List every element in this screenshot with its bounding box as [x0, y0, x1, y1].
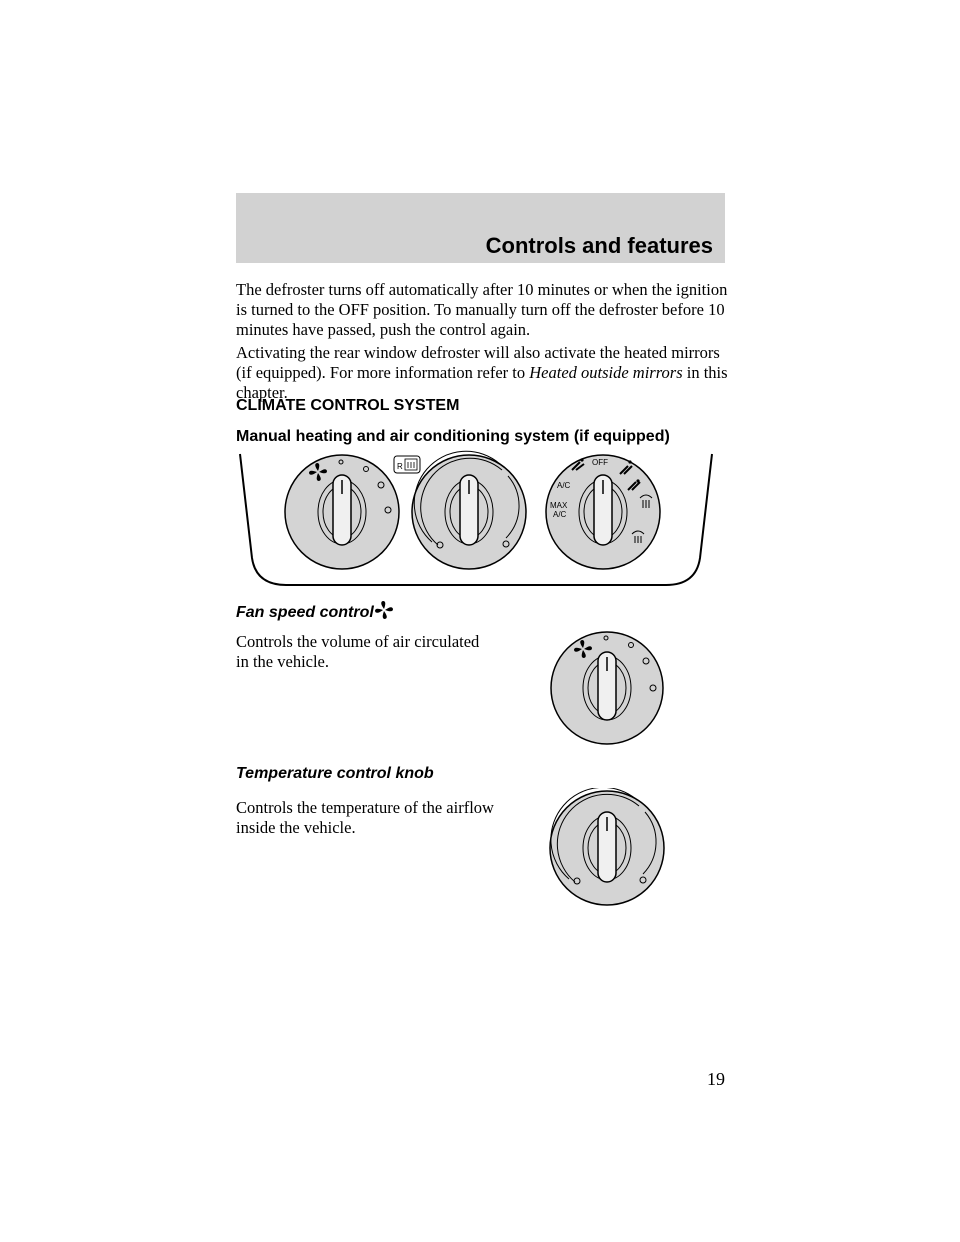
climate-control-panel	[236, 450, 716, 588]
fan-speed-knob-illustration[interactable]	[545, 630, 669, 750]
max-label: MAX	[550, 501, 568, 510]
fan-icon	[374, 600, 394, 620]
chapter-header-band	[236, 193, 725, 263]
temperature-title: Temperature control knob	[236, 765, 434, 782]
manual-system-subheading: Manual heating and air conditioning system (if equipped)	[236, 428, 670, 445]
max-ac-label: A/C	[553, 510, 567, 519]
temperature-description: Controls the temperature of the airflow inside the vehicle.	[236, 798, 494, 837]
svg-text:R: R	[397, 462, 403, 471]
panel-mode-knob[interactable]	[546, 455, 660, 569]
ac-label: A/C	[557, 481, 571, 490]
heated-mirrors-link[interactable]: Heated outside mirrors	[529, 363, 683, 382]
fan-speed-description: Controls the volume of air circulated in the vehicle.	[236, 632, 480, 671]
rear-defrost-button[interactable]	[394, 456, 420, 473]
panel-temperature-knob[interactable]	[412, 451, 526, 569]
chapter-title: Controls and features	[485, 233, 713, 258]
temperature-knob-illustration[interactable]	[545, 788, 669, 910]
panel-fan-knob[interactable]	[285, 455, 399, 569]
fan-speed-title: Fan speed control	[236, 600, 394, 622]
defroster-paragraph: The defroster turns off automatically after 10 minutes or when the ignition is turned to the OFF position. To manually turn off the defroster before 10 minutes have passed, push the control again.	[236, 280, 728, 339]
climate-heading: CLIMATE CONTROL SYSTEM	[236, 397, 460, 414]
off-label: OFF	[592, 458, 608, 467]
heated-mirrors-paragraph: Activating the rear window defroster will also activate the heated mirrors (if equipped). For more information refer to Heated outside mirrors in this chapter.	[236, 343, 728, 402]
page-number: 19	[707, 1069, 725, 1089]
